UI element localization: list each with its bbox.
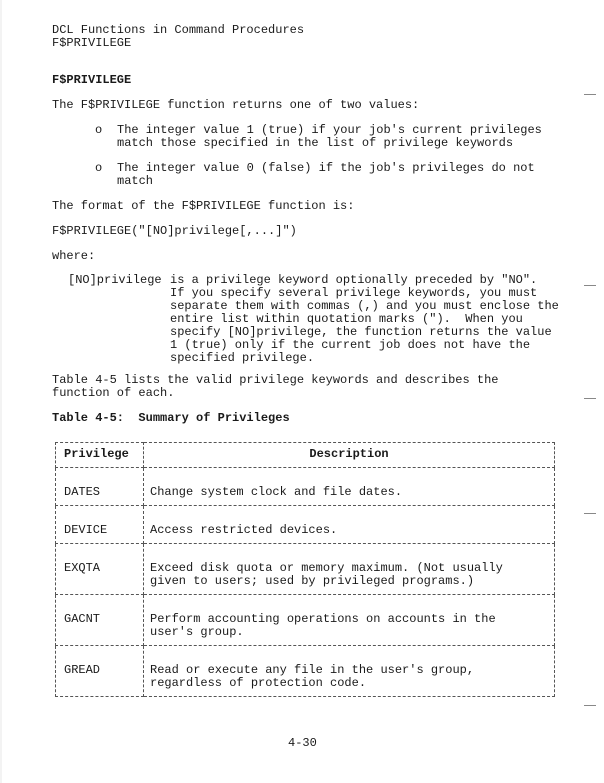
table-row xyxy=(56,468,555,506)
parameter-description: 1 (true) only if the current job does not have the xyxy=(170,338,531,352)
margin-mark xyxy=(584,285,596,286)
running-header-function: F$PRIVILEGE xyxy=(52,36,132,50)
table-header-row xyxy=(56,443,555,468)
table-intro: Table 4-5 lists the valid privilege keywords and describes the xyxy=(52,373,499,387)
privilege-cell: GACNT xyxy=(56,595,144,646)
description-cell xyxy=(144,506,555,544)
page-edge-shadow xyxy=(0,0,2,783)
table-row xyxy=(56,646,555,697)
description-line: Access restricted devices. xyxy=(150,523,338,537)
margin-mark xyxy=(584,513,596,514)
table-intro: function of each. xyxy=(52,386,175,400)
privilege-cell: EXQTA xyxy=(56,544,144,595)
section-heading: F$PRIVILEGE xyxy=(52,73,132,87)
parameter-description: is a privilege keyword optionally preceded by "NO". xyxy=(170,273,538,287)
description-cell xyxy=(144,595,555,646)
format-intro: The format of the F$PRIVILEGE function is: xyxy=(52,199,355,213)
margin-mark xyxy=(584,398,596,399)
margin-mark xyxy=(584,705,596,706)
bullet-marker: o xyxy=(95,161,103,175)
privileges-table xyxy=(55,442,555,697)
description-line: Change system clock and file dates. xyxy=(150,485,403,499)
bullet-marker: o xyxy=(95,123,103,137)
table-row xyxy=(56,595,555,646)
parameter-description: separate them with commas (,) and you must enclose the xyxy=(170,299,559,313)
table-row xyxy=(56,544,555,595)
description-cell xyxy=(144,544,555,595)
privilege-cell: DEVICE xyxy=(56,506,144,544)
description-line: Read or execute any file in the user's group, xyxy=(150,663,475,677)
bullet-text: match those specified in the list of privilege keywords xyxy=(117,136,514,150)
description-line: given to users; used by privileged programs.) xyxy=(150,574,475,588)
bullet-text: The integer value 0 (false) if the job's privileges do not xyxy=(117,161,535,175)
parameter-name: [NO]privilege xyxy=(68,273,162,287)
description-cell xyxy=(144,646,555,697)
running-header-title: DCL Functions in Command Procedures xyxy=(52,23,305,37)
page-number: 4-30 xyxy=(288,736,317,750)
table-caption: Table 4-5: Summary of Privileges xyxy=(52,411,290,425)
format-syntax: F$PRIVILEGE("[NO]privilege[,...]") xyxy=(52,224,297,238)
description-line: user's group. xyxy=(150,625,244,639)
privilege-cell: DATES xyxy=(56,468,144,506)
description-cell xyxy=(144,468,555,506)
bullet-text: The integer value 1 (true) if your job's current privileges xyxy=(117,123,542,137)
column-header-privilege: Privilege xyxy=(56,443,144,468)
where-label: where: xyxy=(52,249,96,263)
description-line: Perform accounting operations on accounts in the xyxy=(150,612,496,626)
description-line: regardless of protection code. xyxy=(150,676,367,690)
parameter-description: specify [NO]privilege, the function returns the value xyxy=(170,325,552,339)
table-row xyxy=(56,506,555,544)
privilege-cell: GREAD xyxy=(56,646,144,697)
intro-paragraph: The F$PRIVILEGE function returns one of two values: xyxy=(52,98,420,112)
description-line: Exceed disk quota or memory maximum. (Not usually xyxy=(150,561,503,575)
margin-mark xyxy=(584,94,596,95)
parameter-description: entire list within quotation marks ("). When you xyxy=(170,312,523,326)
bullet-text: match xyxy=(117,174,154,188)
parameter-description: If you specify several privilege keywords, you must xyxy=(170,286,538,300)
column-header-description: Description xyxy=(144,443,555,468)
parameter-description: specified privilege. xyxy=(170,351,315,365)
